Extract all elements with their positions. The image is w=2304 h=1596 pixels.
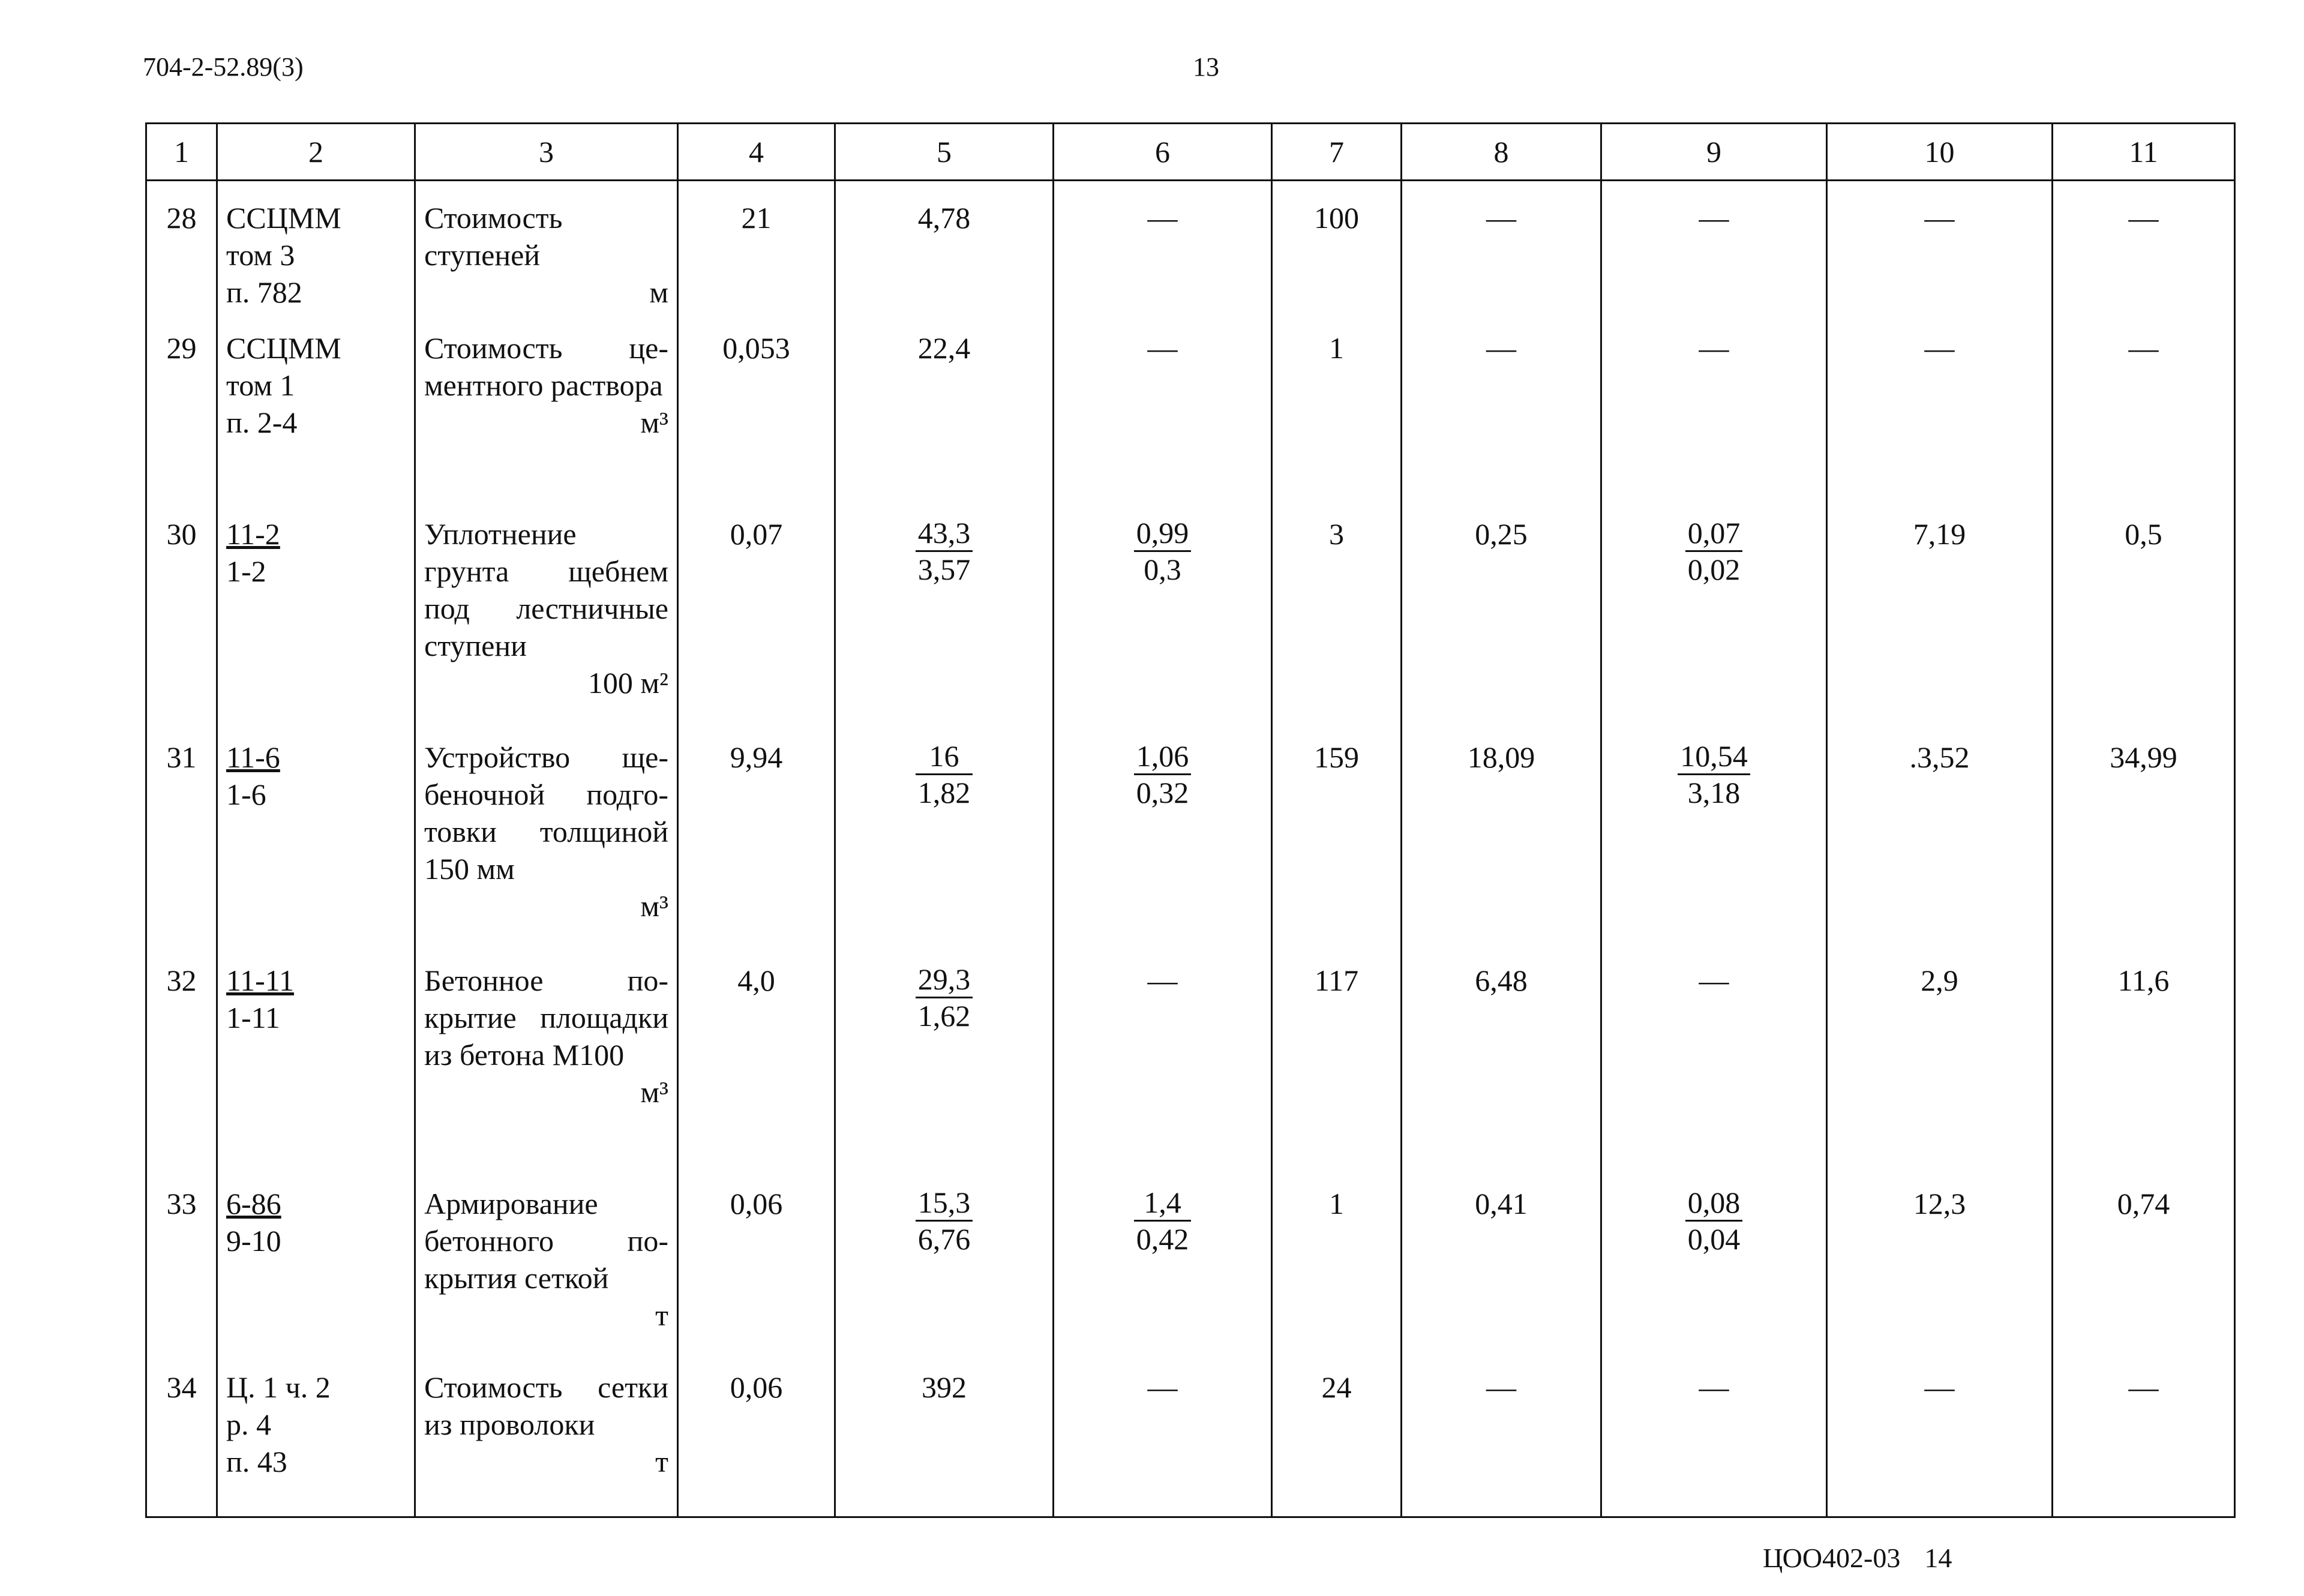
cell-value: 12,3 [1827,1185,2053,1369]
fraction-cell: $\frac{0,08}{0,04}$ [1601,1185,1827,1369]
norm-code: 11-11 1-11 [217,962,415,1185]
norm-code: 11-2 1-2 [217,515,415,739]
norm-code: 11-6 1-6 [217,739,415,962]
document-code: 704-2-52.89(3) [143,52,304,82]
fraction-cell: $\frac{0,99}{0,3}$ [1054,515,1272,739]
column-header: 7 [1272,124,1402,181]
cell-value: 21 [678,181,835,329]
cell-value: 0,74 [2053,1185,2235,1369]
footer-code: ЦОО402-03 [1763,1543,1901,1573]
cell-value: — [1402,1369,1601,1517]
column-header: 5 [835,124,1054,181]
fraction-cell: $\frac{10,54}{3,18}$ [1601,739,1827,962]
work-description: Стоимость сетки из проволоки т [415,1369,678,1517]
norm-code: Ц. 1 ч. 2 р. 4 п. 43 [217,1369,415,1517]
cell-value: .3,52 [1827,739,2053,962]
cell-value: 3 [1272,515,1402,739]
row-number: 28 [146,181,217,329]
unit-label: т [655,1298,668,1332]
cell-value: — [1402,329,1601,515]
table-row [146,515,2235,739]
fraction-cell: $\frac{15,3}{6,76}$ [835,1185,1054,1369]
cell-value: 4,78 [835,181,1054,329]
table-row [146,181,2235,329]
work-description: Устройство щебеночной подготовки толщиной 150 мм м³ [415,739,678,962]
unit-label: 100 м² [587,665,668,700]
cell-value: — [1054,1369,1272,1517]
cell-value: — [1054,329,1272,515]
cell-value: 9,94 [678,739,835,962]
column-header: 9 [1601,124,1827,181]
fraction-cell: $\frac{43,3}{3,57}$ [835,515,1054,739]
cell-value: — [1402,181,1601,329]
row-number: 34 [146,1369,217,1517]
cell-value: 1 [1272,1185,1402,1369]
work-description: Стоимость цементного раствора м³ [415,329,678,515]
cell-value: — [1601,329,1827,515]
table-row [146,739,2235,962]
cell-value: 0,07 [678,515,835,739]
cell-value: 24 [1272,1369,1402,1517]
column-header: 10 [1827,124,2053,181]
row-number: 32 [146,962,217,1185]
cell-value: 100 [1272,181,1402,329]
column-header: 3 [415,124,678,181]
footer-page: 14 [1924,1543,1952,1573]
fraction-cell: $\frac{16}{1,82}$ [835,739,1054,962]
page-number: 13 [1193,52,1219,82]
table-row [146,962,2235,1185]
cell-value: — [2053,329,2235,515]
cell-value: 7,19 [1827,515,2053,739]
cell-value: 0,06 [678,1369,835,1517]
unit-label: м³ [640,1075,668,1109]
cell-value: — [1601,1369,1827,1517]
cell-value: 0,41 [1402,1185,1601,1369]
column-number-row [146,124,2235,181]
cell-value: 34,99 [2053,739,2235,962]
cell-value: 1 [1272,329,1402,515]
cell-value: 0,5 [2053,515,2235,739]
cell-value: 0,06 [678,1185,835,1369]
norm-code: 6-86 9-10 [217,1185,415,1369]
row-number: 31 [146,739,217,962]
norm-code: ССЦММ том 1 п. 2-4 [217,329,415,515]
cell-value: 0,053 [678,329,835,515]
column-header: 2 [217,124,415,181]
fraction-cell: $\frac{1,4}{0,42}$ [1054,1185,1272,1369]
footer-stamp [1763,1542,1976,1574]
cell-value: — [1054,962,1272,1185]
cell-value: 18,09 [1402,739,1601,962]
cell-value: 0,25 [1402,515,1601,739]
unit-label: т [655,1444,668,1478]
work-description: Уплотнение грунта щебнем под лестничные ступени 100 м² [415,515,678,739]
fraction-cell: $\frac{1,06}{0,32}$ [1054,739,1272,962]
cell-value: — [1601,181,1827,329]
unit-label: м³ [640,405,668,439]
norm-code: ССЦММ том 3 п. 782 [217,181,415,329]
cell-value: — [1827,181,2053,329]
cell-value: 11,6 [2053,962,2235,1185]
cell-value: 159 [1272,739,1402,962]
row-number: 30 [146,515,217,739]
column-header: 6 [1054,124,1272,181]
cell-value: — [1827,329,2053,515]
row-number: 33 [146,1185,217,1369]
cell-value: 2,9 [1827,962,2053,1185]
table-row [146,1185,2235,1369]
cell-value: 6,48 [1402,962,1601,1185]
cell-value: — [1601,962,1827,1185]
cell-value: — [1054,181,1272,329]
fraction-cell: $\frac{0,07}{0,02}$ [1601,515,1827,739]
table-row [146,329,2235,515]
cell-value: 392 [835,1369,1054,1517]
work-description: Бетонное покрытие площадки из бетона М100 м³ [415,962,678,1185]
estimate-table [145,122,2236,1518]
column-header: 4 [678,124,835,181]
fraction-cell: $\frac{29,3}{1,62}$ [835,962,1054,1185]
row-number: 29 [146,329,217,515]
cell-value: — [2053,1369,2235,1517]
cell-value: 4,0 [678,962,835,1185]
cell-value: — [2053,181,2235,329]
unit-label: м [649,275,668,309]
cell-value: — [1827,1369,2053,1517]
work-description: Стоимость ступеней м [415,181,678,329]
table-row [146,1369,2235,1517]
unit-label: м³ [640,889,668,923]
column-header: 1 [146,124,217,181]
cell-value: 22,4 [835,329,1054,515]
cell-value: 117 [1272,962,1402,1185]
work-description: Армирование бетонного покрытия сеткой т [415,1185,678,1369]
column-header: 11 [2053,124,2235,181]
column-header: 8 [1402,124,1601,181]
